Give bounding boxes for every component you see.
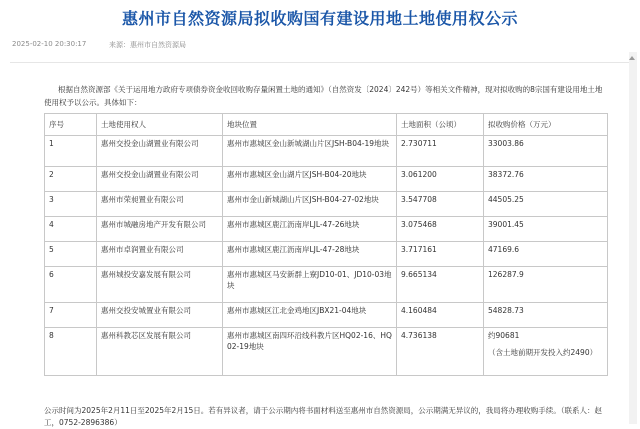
cell-price: 54828.73 (484, 303, 608, 328)
table-row (45, 217, 608, 242)
cell-area: 4.736138 (397, 328, 484, 376)
article-meta (10, 40, 630, 63)
cell-owner: 惠州科教芯区发展有限公司 (97, 328, 223, 376)
table-row (45, 167, 608, 192)
table-row (45, 136, 608, 167)
source-label: 来源：惠州市自然资源局 (109, 41, 186, 49)
page-title: 惠州市自然资源局拟收购国有建设用地土地使用权公示 (121, 9, 518, 28)
cell-location: 惠州市金山新城湖山片区JSH-B04-27-02地块 (223, 192, 397, 217)
header-no: 序号 (45, 114, 97, 136)
cell-no: 2 (45, 167, 97, 192)
cell-price: 38372.76 (484, 167, 608, 192)
cell-owner: 惠州市荣昶置业有限公司 (97, 192, 223, 217)
cell-price (484, 328, 608, 376)
land-table (44, 113, 608, 376)
table-header-row (45, 114, 608, 136)
intro-paragraph: 根据自然资源部《关于运用地方政府专项债券资金收回收购存量闲置土地的通知》（自然资发〔2024〕242号）等相关文件精神，现对拟收购的8宗国有建设用地土地使用权予以公示。具体如下： (44, 85, 603, 107)
cell-owner: 惠州交投金山湖置业有限公司 (97, 136, 223, 167)
price-value: 约90681 (488, 331, 520, 340)
cell-area: 2.730711 (397, 136, 484, 167)
cell-area: 3.547708 (397, 192, 484, 217)
cell-location: 惠州市惠城区鹿江沥南岸LJL-47-26地块 (223, 217, 397, 242)
cell-price: 39001.45 (484, 217, 608, 242)
cell-no: 7 (45, 303, 97, 328)
cell-no: 5 (45, 242, 97, 267)
table-row (45, 192, 608, 217)
table-row (45, 267, 608, 303)
cell-area: 3.717161 (397, 242, 484, 267)
cell-price: 126287.9 (484, 267, 608, 303)
table-row (45, 242, 608, 267)
scroll-up-arrow-icon[interactable] (629, 56, 635, 60)
cell-owner: 惠州市城融房地产开发有限公司 (97, 217, 223, 242)
cell-no: 3 (45, 192, 97, 217)
cell-location: 惠州市惠城区鹿江沥南岸LJL-47-28地块 (223, 242, 397, 267)
header-area: 土地面积（公顷） (397, 114, 484, 136)
price-note: （含土地前期开发投入约2490） (488, 348, 598, 357)
cell-owner: 惠州市卓润置业有限公司 (97, 242, 223, 267)
cell-owner: 惠州交投安城置业有限公司 (97, 303, 223, 328)
cell-location: 惠州市惠城区马安新群上寮JD10-01、JD10-03地块 (223, 267, 397, 303)
outro-paragraph: 公示时间为2025年2月11日至2025年2月15日。若有异议者，请于公示期内将书面材料送至惠州市自然资源局，公示期满无异议的，我局将办理收购手续。（联系人：赵工，0752-2896386） (44, 406, 603, 427)
cell-no: 6 (45, 267, 97, 303)
cell-location: 惠州市惠城区金山新城湖山片区JSH-B04-19地块 (223, 136, 397, 167)
table-row (45, 328, 608, 376)
cell-price: 47169.6 (484, 242, 608, 267)
cell-location: 惠州市惠城区金山湖片区JSH-B04-20地块 (223, 167, 397, 192)
cell-location: 惠州市惠城区南四环沿线科教片区HQ02-16、HQ02-19地块 (223, 328, 397, 376)
cell-owner: 惠州交投金山湖置业有限公司 (97, 167, 223, 192)
cell-area: 3.061200 (397, 167, 484, 192)
cell-price: 44505.25 (484, 192, 608, 217)
cell-owner: 惠州城投安嘉发展有限公司 (97, 267, 223, 303)
cell-area: 3.075468 (397, 217, 484, 242)
header-owner: 土地使用权人 (97, 114, 223, 136)
cell-no: 8 (45, 328, 97, 376)
cell-location: 惠州市惠城区江北金鸡地区JBX21-04地块 (223, 303, 397, 328)
cell-area: 9.665134 (397, 267, 484, 303)
publish-date: 2025-02-10 20:30:17 (12, 40, 87, 48)
scrollbar[interactable] (629, 52, 637, 424)
cell-no: 1 (45, 136, 97, 167)
table-row (45, 303, 608, 328)
cell-area: 4.160484 (397, 303, 484, 328)
cell-no: 4 (45, 217, 97, 242)
header-price: 拟收购价格（万元） (484, 114, 608, 136)
header-location: 地块位置 (223, 114, 397, 136)
cell-price: 33003.86 (484, 136, 608, 167)
